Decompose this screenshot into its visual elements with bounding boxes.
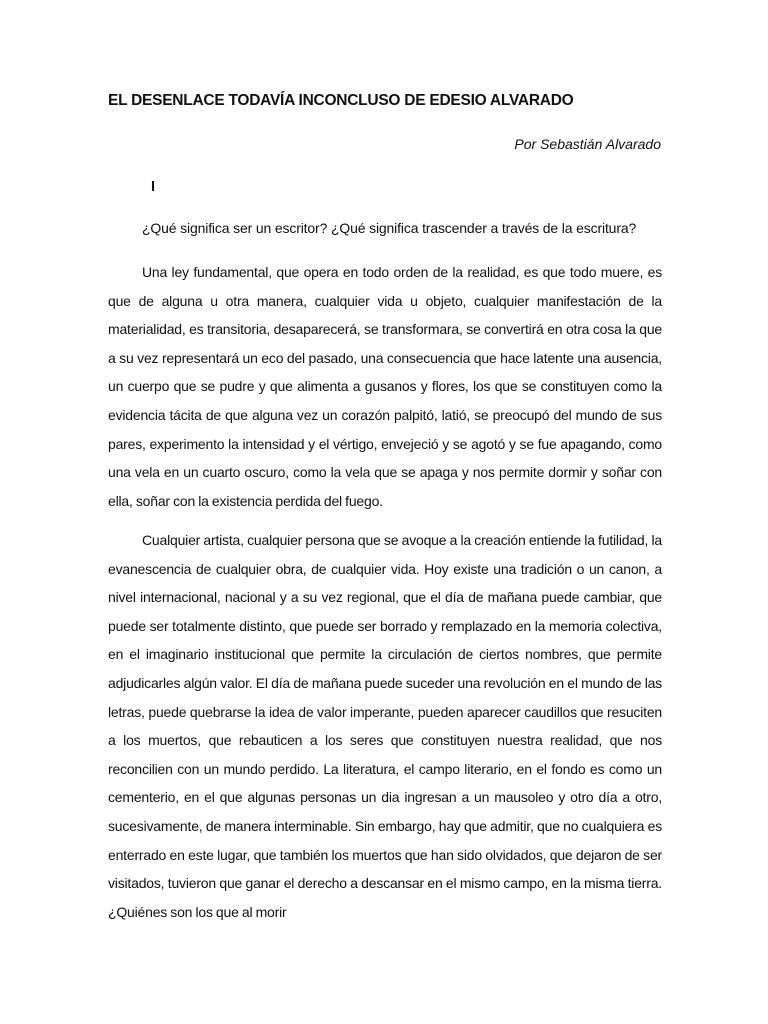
body-paragraph: Una ley fundamental, que opera en todo orden de la realidad, es que todo muere, es que de alguna u otra manera, cualquier vida u objeto, cualquier manifestación de la materialidad, es transitoria, desaparecerá, se transformara, se convertirá en otra cosa la que a su vez representará un eco del pasado, una consecuencia que hace latente una ausencia, un cuerpo que se pudre y que alimenta a gusanos y flores, los que se constituyen como la evidencia tácita de que alguna vez un corazón palpitó, latió, se preocupó del mundo de sus pares, experimento la intensidad y el vértigo, envejeció y se agotó y se fue apagando, como una vela en un cuarto oscuro, como la vela que se apaga y nos permite dormir y soñar con ella, soñar con la existencia perdida del fuego. <box>108 264 662 509</box>
document-title: EL DESENLACE TODAVÍA INCONCLUSO DE EDESIO ALVARADO <box>108 92 574 109</box>
author-byline: Por Sebastián Alvarado <box>514 136 661 152</box>
opening-question: ¿Qué significa ser un escritor? ¿Qué significa trascender a través de la escritura? <box>142 220 637 236</box>
body-paragraph: Cualquier artista, cualquier persona que se avoque a la creación entiende la futilidad, la evanescencia de cualquier obra, de cualquier vida. Hoy existe una tradición o un canon, a nivel internacional, nacional y a su vez regional, que el día de mañana puede cambiar, que puede ser totalmente distinto, que puede ser borrado y remplazado en la memoria colectiva, en el imaginario institucional que permite la circulación de ciertos nombres, que permite adjudicarles algún valor. El día de mañana puede suceder una revolución en el mundo de las letras, puede quebrarse la idea de valor imperante, pueden aparecer caudillos que resuciten a los muertos, que rebauticen a los seres que constituyen nuestra realidad, que nos reconcilien con un mundo perdido. La literatura, el campo literario, en el fondo es como un cementerio, en el que algunas personas un dia ingresan a un mausoleo y otro día a otro, sucesivamente, de manera interminable. Sin embargo, hay que admitir, que no cualquiera es enterrado en este lugar, que también los muertos que han sido olvidados, que dejaron de ser visitados, tuvieron que ganar el derecho a descansar en el mismo campo, en la misma tierra. ¿Quiénes son los que al morir <box>108 532 662 920</box>
section-number: I <box>151 179 156 195</box>
